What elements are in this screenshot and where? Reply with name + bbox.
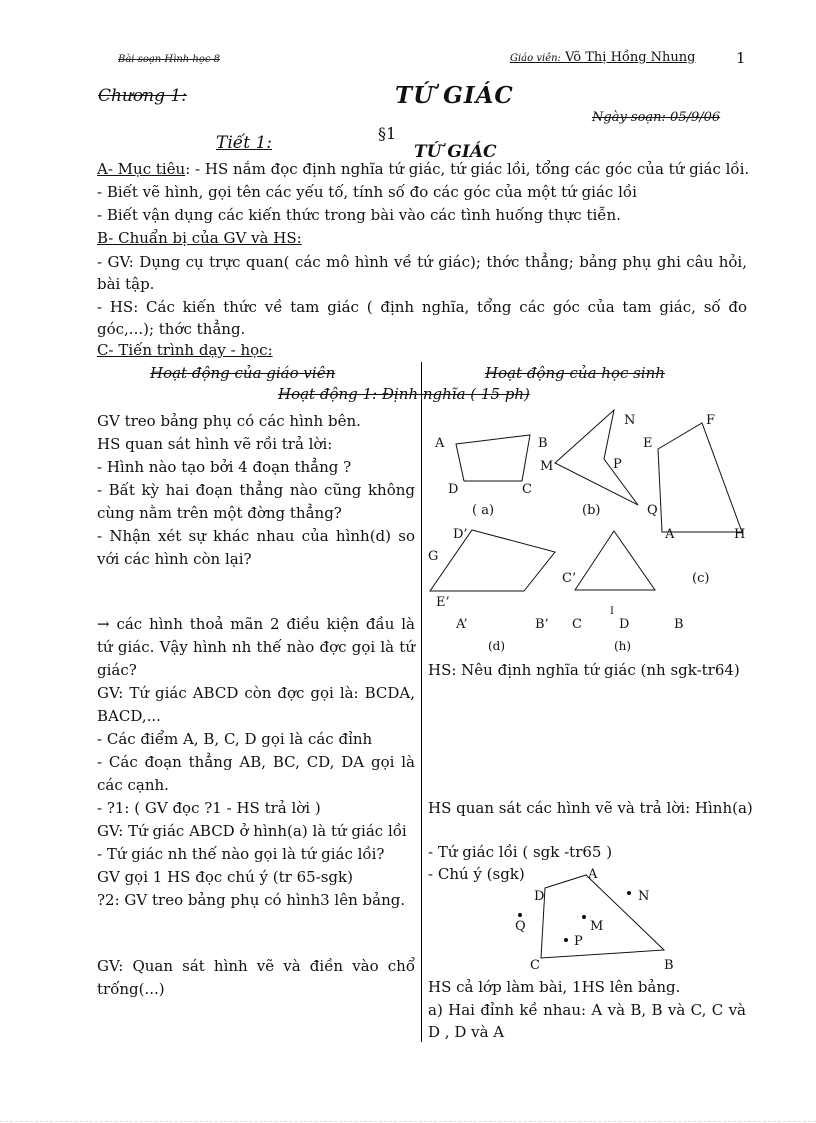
caption-a: ( a) [472,503,495,518]
arrow-icon: → [97,615,110,633]
student-paragraph: HS quan sát các hình vẽ và trả lời: Hình(a) [428,799,753,817]
objectives-item: - Biết vẽ hình, gọi tên các yếu tố, tính số đo các góc của một tứ giác lồi [97,183,637,201]
teacher-paragraph: HS quan sát hình vẽ rồi trả lời: [97,435,333,453]
fig2-label-a: A [588,867,598,882]
objectives-heading: A- Mục tiêu [97,160,186,178]
section-title: TỨ GIÁC [414,142,497,162]
label-m: M [540,459,554,474]
triangle-h-shape [575,531,655,590]
header-teacher-name: Võ Thị Hồng Nhung [565,50,696,65]
point-n [627,891,631,895]
fig2-label-q: Q [515,919,526,934]
figure-efah-shape [658,423,742,532]
label-d: D [448,482,459,497]
label-d-prime: D’ [453,527,468,542]
activity-heading: Hoạt động 1: Định nghĩa ( 15 ph) [278,385,530,403]
quad-abcd-shape [456,435,530,481]
label-d-figh: D [619,617,630,632]
point-p [564,938,568,942]
label-n: N [624,413,636,428]
teacher-paragraph: GV: Tứ giác ABCD ở hình(a) là tứ giác lồi [97,822,407,840]
label-b-prime: B’ [535,617,549,632]
label-tick: I [610,606,614,617]
caption-b: (b) [582,503,601,518]
label-c-prime: C’ [562,571,577,586]
objectives-item: - Biết vận dụng các kiến thức trong bài vào các tình huống thực tiễn. [97,206,621,224]
label-c: C [522,482,532,497]
teacher-paragraph-text: các hình thoả mãn 2 điều kiện đầu là tứ giác. Vậy hình nh thế nào đợc gọi là tứ giác? [97,615,415,679]
lesson-label: Tiết 1: [216,133,273,153]
fig2-label-p: P [574,934,583,949]
section-number: §1 [378,124,397,143]
teacher-paragraph: - Hình nào tạo bởi 4 đoạn thẳng ? [97,458,352,476]
caption-d: (d) [488,639,506,653]
teacher-paragraph: - ?1: ( GV đọc ?1 - HS trả lời ) [97,799,321,817]
teacher-paragraph: GV treo bảng phụ có các hình bên. [97,412,361,430]
label-f: F [706,413,716,428]
fig2-label-n: N [638,889,650,904]
page-number: 1 [736,49,746,67]
fig2-label-b: B [664,958,674,973]
label-a: A [435,436,445,451]
quad-d-shape [430,530,555,591]
label-a-figc: A [665,527,675,542]
teacher-paragraph: - Các điểm A, B, C, D gọi là các đỉnh [97,730,373,748]
label-g: G [428,549,439,564]
header-teacher-label: Giáo viên: [510,53,561,64]
fig2-label-d: D [534,889,545,904]
teacher-column-header: Hoạt động của giáo viên [150,364,336,382]
student-paragraph: HS cả lớp làm bài, 1HS lên bảng. [428,978,681,996]
student-column-header: Hoạt động của học sinh [485,364,665,382]
label-c-figh: C [572,617,582,632]
header-left: Bài soạn Hình học 8 [118,54,221,65]
label-b-figh: B [674,617,684,632]
label-q: Q [647,503,658,518]
teacher-paragraph: - Nhận xét sự khác nhau của hình(d) so với các hình còn lại? [97,527,415,568]
student-paragraph: a) Hai đỉnh kề nhau: A và B, B và C, C và D , D và A [428,1001,746,1041]
fig2-label-m: M [590,919,604,934]
preparation-teacher: - GV: Dụng cụ trực quan( các mô hình về tứ giác); thớc thẳng; bảng phụ ghi câu hỏi, bài tập. [97,253,747,293]
student-paragraph: - Tứ giác lồi ( sgk -tr65 ) [428,843,613,861]
label-b: B [538,436,548,451]
label-e-prime: E’ [436,595,450,610]
chapter-label: Chương 1: [98,86,187,106]
label-e: E [643,436,653,451]
point-m [582,915,586,919]
teacher-paragraph: - Bất kỳ hai đoạn thẳng nào cũng không cùng nằm trên một đờng thẳng? [97,481,415,522]
teacher-paragraph: GV: Quan sát hình vẽ và điền vào chổ trống(...) [97,957,415,998]
point-q [518,913,522,917]
caption-h: (h) [614,639,632,653]
procedure-heading: C- Tiến trình dạy - học: [97,341,273,359]
teacher-paragraph: ?2: GV treo bảng phụ có hình3 lên bảng. [97,891,406,909]
student-paragraph: HS: Nêu định nghĩa tứ giác (nh sgk-tr64) [428,661,740,679]
label-h: H [734,527,746,542]
objectives-text: : - HS nắm đọc định nghĩa tứ giác, tứ giác lồi, tổng các góc của tứ giác lồi. [185,160,750,178]
student-paragraph: - Chú ý (sgk) [428,865,525,883]
teacher-paragraph: - Các đoạn thẳng AB, BC, CD, DA gọi là các cạnh. [97,753,415,794]
page-title: TỨ GIÁC [395,82,514,109]
preparation-student: - HS: Các kiến thức về tam giác ( định nghĩa, tổng các góc của tam giác, số đo góc,...); thớc thẳng. [97,298,747,338]
page-bottom-rule [0,1121,816,1122]
quad-convex-shape [541,875,664,958]
fig2-label-c: C [530,958,540,973]
preparation-heading: B- Chuẩn bị của GV và HS: [97,229,302,247]
teacher-paragraph: GV gọi 1 HS đọc chú ý (tr 65-sgk) [97,868,353,886]
teacher-paragraph: - Tứ giác nh thế nào gọi là tứ giác lồi? [97,845,385,863]
caption-c: (c) [692,571,710,586]
label-p: P [613,457,622,472]
teacher-paragraph: GV: Tứ giác ABCD còn đợc gọi là: BCDA, BACD,... [97,684,415,725]
label-a-prime: A’ [456,617,468,632]
prepared-date: Ngày soạn: 05/9/06 [592,110,721,125]
